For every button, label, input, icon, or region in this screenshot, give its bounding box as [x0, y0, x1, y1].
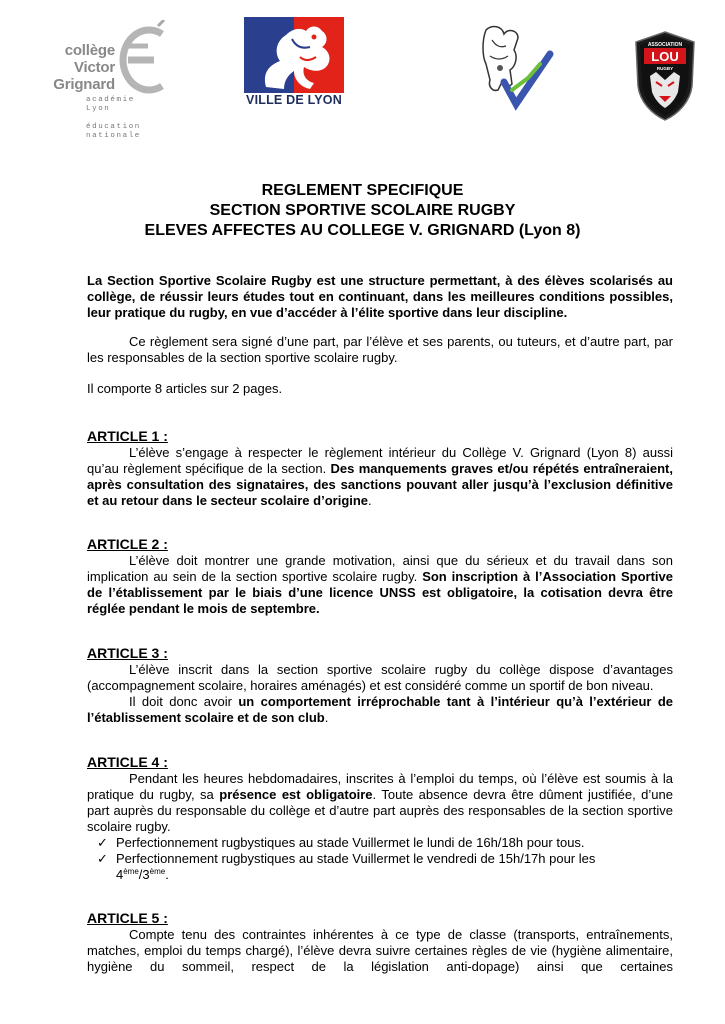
- college-sub-4: éducation: [86, 123, 141, 131]
- college-sub-2: Lyon: [86, 105, 111, 113]
- article-3-text2-end: .: [324, 710, 329, 725]
- list-item: [93, 835, 673, 851]
- article-3-text-1: L’élève inscrit dans la section sportive scolaire rugby du collège dispose d’avantages (accompagnement scolaire, horaires aménagés) et est considéré comme un sportif de bon niveau.: [87, 662, 673, 693]
- article-2-text: [87, 553, 673, 617]
- article-4-text: [87, 771, 673, 835]
- article-4-text-normal: Pendant les heures hebdomadaires, inscrites à l’emploi du temps, où l’élève est soumis à la pratique du rugby, sa: [87, 771, 673, 802]
- title-line-2: SECTION SPORTIVE SCOLAIRE RUGBY: [209, 202, 516, 219]
- college-name: [40, 42, 115, 93]
- article-3-text2-normal: Il doit donc avoir: [129, 694, 239, 709]
- schedule-item-2-end: .: [165, 867, 169, 882]
- schedule-item-2-a: 4: [116, 867, 124, 882]
- list-item: [93, 851, 673, 883]
- schedule-item-2: Perfectionnement rugbystiques au stade Vuillermet le vendredi de 15h/17h pour les: [116, 851, 596, 866]
- article-4-heading: ARTICLE 4 :: [87, 754, 168, 770]
- article-5-text: Compte tenu des contraintes inhérentes à ce type de classe (transports, entraînements, matches, emploi du temps chargé), l’élève devra suivre certaines règles de vie (hygiène alimentaire, hygiène du sommeil, respect de la législation anti-dopage) ainsi que certaines: [87, 927, 673, 974]
- lou-top-text: ASSOCIATION: [647, 42, 683, 48]
- article-3-heading: ARTICLE 3 :: [87, 645, 168, 661]
- college-name-line2: Victor Grignard: [53, 59, 115, 93]
- document-title: [0, 181, 725, 241]
- article-3-text2-bold: un comportement irréprochable tant à l’intérieur qu’à l’extérieur de l’établissement scolaire et de son club: [87, 694, 673, 725]
- schedule-item-2-b-sup: ème: [149, 867, 166, 876]
- college-subtitle: [86, 96, 141, 141]
- article-1: [87, 428, 673, 509]
- lou-main-text: LOU: [651, 49, 679, 64]
- schedule-item-2-a-sup: ème: [123, 867, 139, 876]
- schedule-item-2-sep: /3: [138, 867, 150, 882]
- title-line-1: REGLEMENT SPECIFIQUE: [261, 182, 464, 199]
- article-5-heading: ARTICLE 5 :: [87, 910, 168, 926]
- article-1-text: [87, 445, 673, 509]
- lyon-lion-flag-icon: [244, 17, 344, 93]
- article-2-text-normal: L’élève doit montrer une grande motivation, ainsi que du sérieux et du travail dans son implication au sein de la section sportive scolaire rugby.: [87, 553, 673, 584]
- checkmark-icon: ✓: [97, 835, 108, 850]
- ville-de-lyon-logo: [240, 17, 350, 114]
- article-4-text-bold: présence est obligatoire: [219, 787, 373, 802]
- article-3-text-2: [87, 694, 673, 726]
- pages-paragraph: Il comporte 8 articles sur 2 pages.: [87, 381, 283, 396]
- article-4-text-end: . Toute absence devra être dûment justifiée, d’une part auprès du responsable du collège et d’autre part auprès des responsables de la section sportive scolaire rugby.: [87, 787, 673, 834]
- article-3: [87, 645, 673, 726]
- lyon-label: VILLE DE LYON: [246, 93, 342, 107]
- checkmark-icon: ✓: [97, 851, 108, 866]
- article-5: [87, 910, 673, 975]
- college-sub-5: nationale: [86, 132, 141, 140]
- article-1-text-normal: L’élève s’engage à respecter le règlement intérieur du Collège V. Grignard (Lyon 8) aussi qu’au règlement spécifique de la section.: [87, 445, 673, 476]
- unss-logo-icon: [478, 20, 554, 115]
- schedule-list: [93, 835, 673, 883]
- college-sub-3: [86, 114, 141, 123]
- article-1-text-end: .: [368, 493, 372, 508]
- title-line-3: ELEVES AFFECTES AU COLLEGE V. GRIGNARD (Lyon 8): [144, 222, 581, 239]
- article-1-text-bold: Des manquements graves et/ou répétés entraîneraient, après consultation des signataires, des sanctions pouvant aller jusqu’à l’exclusion définitive et au retour dans le secteur scolaire d’origine: [87, 461, 673, 508]
- article-1-heading: ARTICLE 1 :: [87, 428, 168, 444]
- article-2: [87, 536, 673, 617]
- signature-paragraph: Ce règlement sera signé d’une part, par l’élève et ses parents, ou tuteurs, et d’autre part, par les responsables de la section sportive scolaire rugby.: [87, 334, 673, 365]
- college-sub-1: académie: [86, 96, 135, 104]
- article-2-text-bold: Son inscription à l’Association Sportive de l’établissement par le biais d’une licence UNSS est obligatoire, la cotisation devra être réglée pendant le mois de septembre.: [87, 569, 673, 616]
- college-name-line1: collège: [64, 42, 115, 59]
- lou-sub-text: RUGBY: [656, 66, 674, 71]
- lou-rugby-logo-icon: [632, 30, 698, 122]
- article-2-heading: ARTICLE 2 :: [87, 536, 168, 552]
- header-logos: [0, 0, 725, 140]
- college-e-emblem-icon: [118, 20, 170, 95]
- article-4: [87, 754, 673, 883]
- intro-paragraph: La Section Sportive Scolaire Rugby est une structure permettant, à des élèves scolarisés au collège, de réussir leurs études tout en continuant, dans les meilleures conditions possibles, leur pratique du rugby, en vue d’accéder à l’élite sportive dans leur discipline.: [87, 273, 673, 320]
- college-logo: [40, 16, 175, 140]
- schedule-item-1: Perfectionnement rugbystiques au stade Vuillermet le lundi de 16h/18h pour tous.: [116, 835, 585, 850]
